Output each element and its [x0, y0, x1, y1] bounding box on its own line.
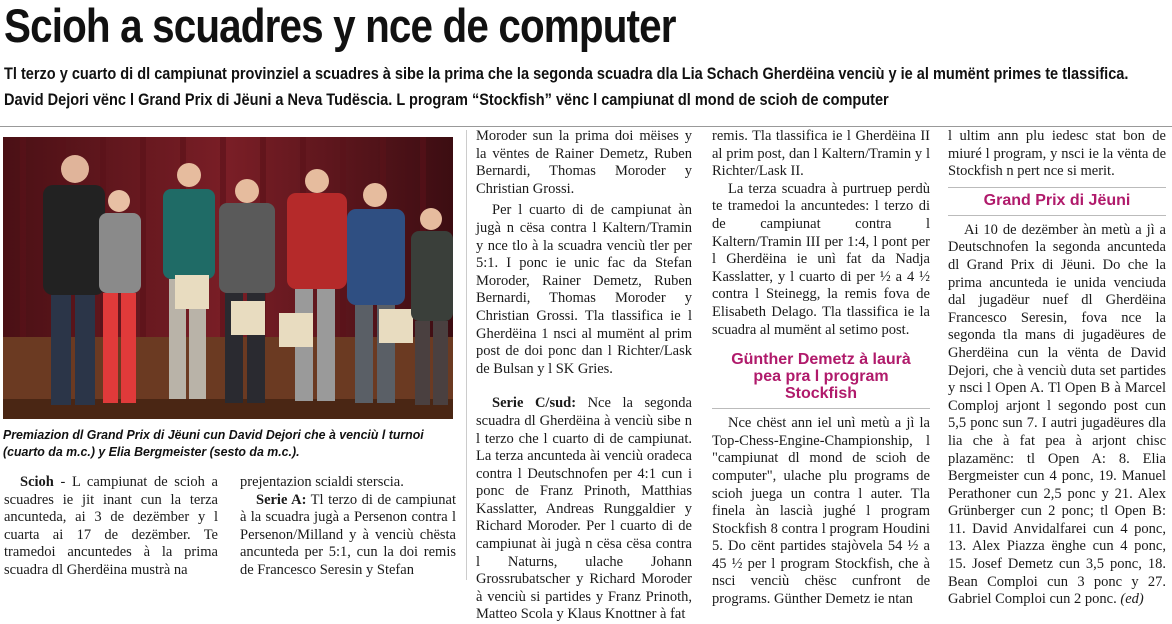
- author-signature: (ed): [1120, 591, 1144, 608]
- article-column-4: [712, 128, 930, 609]
- column-3-paragraph-1: Moroder sun la prima doi mëises y la vëntes de Rainer Demetz, Ruben Bernardi, Thomas Moroder y Christian Grossi.: [476, 128, 692, 197]
- column-2-continued-text: prejentazion scialdi sterscia.: [240, 474, 404, 490]
- subheading-divider: [712, 408, 930, 409]
- stockfish-paragraph: Nce chëst ann iel unì metù a jì la Top-Chess-Engine-Championship, l "campiunat dl mond de scioh de computer", ulache plu programs de scioh juega un contra l auter. Tla finela àn lascià jughé l program Stockfish 8 contra l program Houdini 5. Do cënt partides stajòvela 54 ½ a 45 ½ per l program Stockfish, che à nsci venciù chësc cunfront de programs. Günther Demetz ie ntan: [712, 415, 930, 608]
- serie-c-text: Nce la segonda scuadra dl Gherdëina à venciù sibe n l terzo che l cuarto di de campiunat. La terza ancunteda ài venciù oradeca contra l Deutschnofen per 4:1 cun i ponc de Franz Prinoth, Matthias Kasslatter, Andreas Runggaldier y Richard Moroder. Per l cuarto di de campiunat ài jugà n cësa cësa contra l Naturns, ulache Johann Grossrubatscher y Richard Moroder à venciù si partides y Franz Prinoth, Matteo Scola y Klaus Knottner à fat: [476, 395, 692, 623]
- subheading-divider: [948, 215, 1166, 216]
- grand-prix-subheading: Grand Prix di Jëuni: [983, 191, 1131, 209]
- serie-c-paragraph: [476, 395, 692, 624]
- intro-text: - L campiunat de scioh a scuadres ie jit inant cun la terza ancunteda, ai 3 de dezëmber y l cuarta ai 17 de dezëmber. Te tramedoi ancuntedes à la prima scuadra dl Gherdëina mustrà na: [4, 474, 218, 578]
- award-photo: [3, 137, 453, 419]
- header-divider: [0, 126, 1172, 127]
- intro-lead-word: Scioh: [20, 474, 54, 490]
- stockfish-subheading: Günther Demetz à laurà pea pra l program Stockfish: [731, 351, 911, 403]
- column-divider: [466, 130, 467, 580]
- article-column-5: [948, 128, 1166, 609]
- article-column-1: [4, 474, 218, 580]
- column-3-paragraph-2: Per l cuarto di de campiunat àn jugà n cësa contra l Kaltern/Tramin y nce tlo à la scuadra venciù tler per 5:1. I ponc ie unic fac da Stefan Moroder, Rainer Demetz, Ruben Bernardi, Thomas Moroder y Christian Grossi. Tla tlassifica ie l Gherdëina 1 nsci al mumënt al prim post de doi ponc dan l Richter/Lask de Bulsan y l SK Gries.: [476, 202, 692, 377]
- article-column-2: [240, 474, 456, 580]
- article-column-3: [476, 128, 692, 624]
- serie-c-lead-word: Serie C/sud:: [492, 395, 577, 412]
- serie-a-text: Tl terzo di de campiunat à la scuadra jugà a Persenon contra l Persenon/Milland y à venciù chësta ancunteda per 5:1, cun la doi remis de Francesco Seresin y Stefan: [240, 491, 456, 578]
- grand-prix-text: Ai 10 de dezëmber àn metù a jì a Deutschnofen la segonda ancunteda dl Grand Prix di Jëuni. Do che la prima ancunteda ie unida venciuda dal jugadëur nuef dl Gherdëina Francesco Seresin, fova nce la segonda tla mans di jugadëures de Gherdëina cun la vënta de David Dejori, che à venciù duta set partides y nsci l Open A. Tl Open B à Marcel Comploj arjont l segondo post cun 5,5 ponc sun 7. I autri jugadëures dla lia che à fat pea à arjont chisc plazamënc: tl Open A: 8. Elia Bergmeister cun 4 ponc, 19. Manuel Perathoner cun 2,5 ponc y 21. Alex Grünberger cun 2 ponc; tl Open B: 11. David Anvidalfarei cun 4 ponc, 13. Alex Piazza ënghe cun 4 ponc, 15. Josef Demetz cun 3,5 ponc, 18. Bean Comploi cun 3 ponc y 27. Gabriel Comploi cun 2 ponc.: [948, 221, 1166, 608]
- award-photo-illustration: [3, 137, 453, 419]
- page-title: Scioh a scuadres y nce de computer: [4, 0, 676, 52]
- serie-a-lead-word: Serie A:: [256, 491, 307, 508]
- photo-caption: Premiazion dl Grand Prix di Jëuni cun David Dejori che à venciù l turnoi (cuarto da m.c.) y Elia Bergmeister (sesto da m.c.).: [3, 427, 424, 459]
- subheading-divider: [948, 187, 1166, 188]
- lead-paragraph: Tl terzo y cuarto di dl campiunat provinziel a scuadres à sibe la prima che la segonda scuadra dla Lia Schach Gherdëina venciù y ie al mumënt primes te tlassifica. David Dejori vënc l Grand Prix di Jëuni a Neva Tudëscia. L program “Stockfish” vënc l campiunat dl mond de scioh de computer: [4, 64, 1129, 109]
- column-4-paragraph-1: remis. Tla tlassifica ie l Gherdëina II al prim post, dan l Kaltern/Tramin y l Richter/Lask II.: [712, 128, 930, 180]
- column-5-paragraph-1: l ultim ann plu iedesc stat bon de miuré l program, y nsci ie la vënta de Stockfish n pert nce si merit.: [948, 128, 1166, 180]
- column-4-paragraph-2: La terza scuadra à purtruep perdù te tramedoi la ancuntedes: l terzo di de campiunat contra l Kaltern/Tramin III per 1:4, l pont per l Gherdëina ie unì fat da Nadja Kasslatter, y l cuarto di per ½ a 4 ½ contra l Steinegg, la remis fova de Elisabeth Delago. Tla tlassifica ie la scuadra al mumënt al setimo post.: [712, 180, 930, 338]
- grand-prix-paragraph: [948, 222, 1166, 609]
- column-1-paragraph: [4, 474, 218, 580]
- serie-a-paragraph: [240, 492, 456, 580]
